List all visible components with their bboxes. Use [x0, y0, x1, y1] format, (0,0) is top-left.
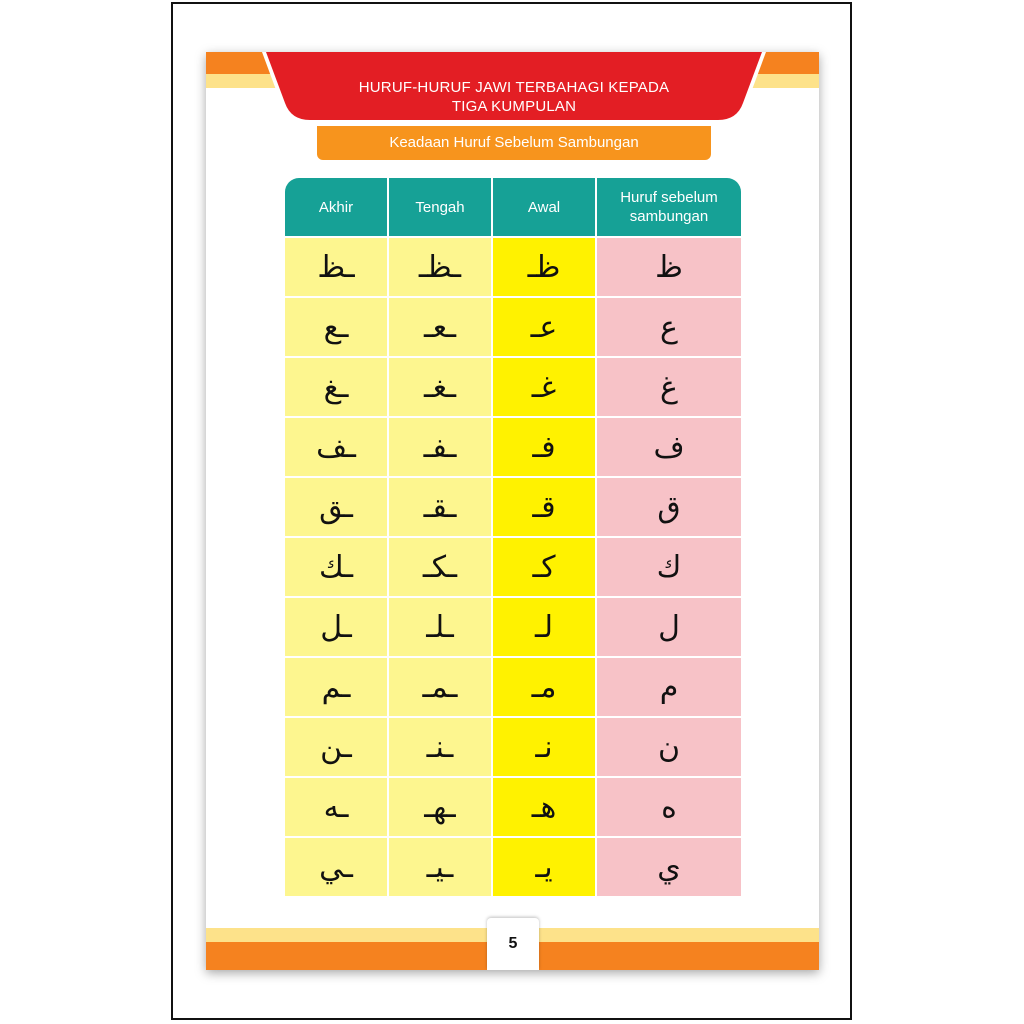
table-row [285, 718, 741, 776]
table-body [285, 238, 741, 896]
cell-akhir: ـي [285, 838, 387, 896]
cell-huruf: ل [597, 598, 741, 656]
cell-huruf: ك [597, 538, 741, 596]
cell-tengah: ـلـ [389, 598, 491, 656]
cell-tengah: ـهـ [389, 778, 491, 836]
cell-akhir: ـل [285, 598, 387, 656]
table-row [285, 778, 741, 836]
cell-awal: ظـ [493, 238, 595, 296]
cell-akhir: ـع [285, 298, 387, 356]
cell-akhir: ـن [285, 718, 387, 776]
cell-awal: عـ [493, 298, 595, 356]
cell-akhir: ـم [285, 658, 387, 716]
cell-huruf: ظ [597, 238, 741, 296]
cell-awal: نـ [493, 718, 595, 776]
cell-awal: قـ [493, 478, 595, 536]
header-awal: Awal [493, 178, 595, 236]
table-row [285, 538, 741, 596]
cell-huruf: غ [597, 358, 741, 416]
table-row [285, 598, 741, 656]
cell-akhir: ـظ [285, 238, 387, 296]
cell-awal: كـ [493, 538, 595, 596]
cell-huruf: ه [597, 778, 741, 836]
page-title [262, 78, 766, 116]
cell-tengah: ـنـ [389, 718, 491, 776]
header-tengah: Tengah [389, 178, 491, 236]
header-akhir: Akhir [285, 178, 387, 236]
cell-akhir: ـق [285, 478, 387, 536]
cell-akhir: ـك [285, 538, 387, 596]
cell-awal: غـ [493, 358, 595, 416]
book-page [206, 52, 819, 970]
cell-tengah: ـفـ [389, 418, 491, 476]
cell-huruf: ق [597, 478, 741, 536]
cell-awal: يـ [493, 838, 595, 896]
cell-huruf: م [597, 658, 741, 716]
cell-huruf: ن [597, 718, 741, 776]
table-row [285, 238, 741, 296]
cell-awal: لـ [493, 598, 595, 656]
page-title-line-1: HURUF-HURUF JAWI TERBAHAGI KEPADA [358, 79, 670, 96]
page-number: 5 [487, 918, 539, 970]
cell-akhir: ـف [285, 418, 387, 476]
cell-awal: فـ [493, 418, 595, 476]
page-title-line-2: TIGA KUMPULAN [451, 98, 577, 115]
table-row [285, 298, 741, 356]
header-huruf-sebelum-sambungan [597, 178, 741, 236]
cell-huruf: ع [597, 298, 741, 356]
cell-tengah: ـعـ [389, 298, 491, 356]
header-huruf-line-2: sambungan [629, 208, 709, 225]
table-row [285, 658, 741, 716]
cell-awal: مـ [493, 658, 595, 716]
cell-akhir: ـه [285, 778, 387, 836]
cell-tengah: ـقـ [389, 478, 491, 536]
jawi-letter-table [283, 176, 743, 898]
cell-awal: هـ [493, 778, 595, 836]
cell-tengah: ـكـ [389, 538, 491, 596]
header-huruf-line-1: Huruf sebelum [620, 189, 718, 206]
cell-tengah: ـيـ [389, 838, 491, 896]
cell-tengah: ـظـ [389, 238, 491, 296]
table-row [285, 418, 741, 476]
section-subtitle: Keadaan Huruf Sebelum Sambungan [317, 126, 711, 160]
table-row [285, 478, 741, 536]
cell-tengah: ـمـ [389, 658, 491, 716]
table-row [285, 358, 741, 416]
table-row [285, 838, 741, 896]
cell-akhir: ـغ [285, 358, 387, 416]
cell-huruf: ي [597, 838, 741, 896]
cell-huruf: ف [597, 418, 741, 476]
cell-tengah: ـغـ [389, 358, 491, 416]
table-header-row [285, 178, 741, 236]
